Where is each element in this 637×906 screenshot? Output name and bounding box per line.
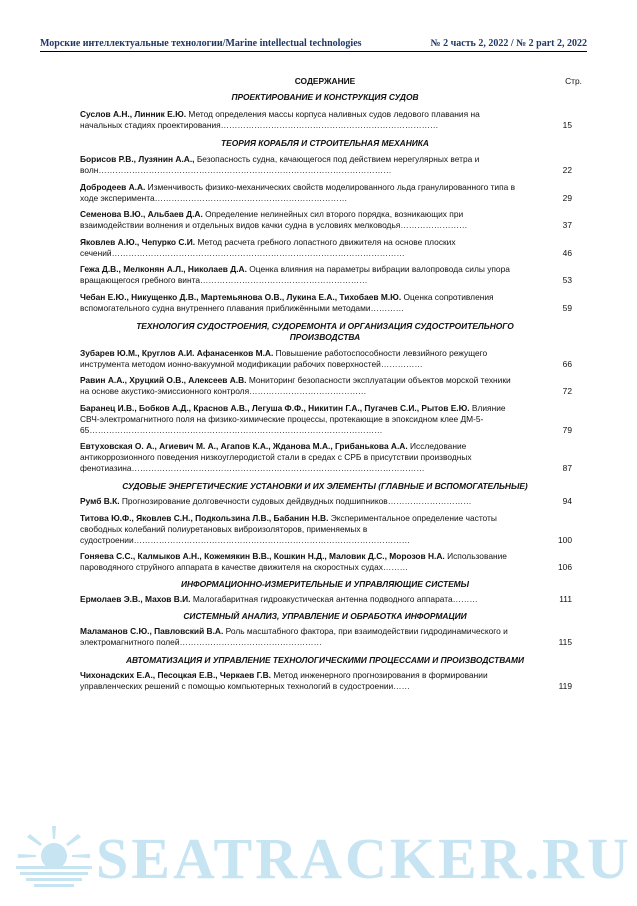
entry-authors: Равин А.А., Хруцкий О.В., Алексеев А.В. <box>80 375 247 385</box>
section-heading: ПРОЕКТИРОВАНИЕ И КОНСТРУКЦИЯ СУДОВ <box>231 92 419 102</box>
entry-title: Метод расчета гребного лопастного движителя на основе плоских сечений…………………………………………………………………………………………… <box>80 236 456 258</box>
toc-entry[interactable] <box>80 403 580 436</box>
toc-entry[interactable] <box>80 496 580 507</box>
entry-page: 100 <box>558 534 572 545</box>
entry-authors: Семенова В.Ю., Альбаев Д.А. <box>80 209 203 219</box>
toc-entry[interactable] <box>80 626 580 648</box>
entry-page: 119 <box>558 681 572 691</box>
entry-page: 46 <box>562 247 572 258</box>
entry-title: Использование пароводяного струйного аппарата в качестве движителя на скоростных судах……… <box>80 551 507 572</box>
toc-entry[interactable] <box>80 551 580 573</box>
entry-authors: Баранец И.В., Бобков А.Д., Краснов А.В., Легуша Ф.Ф., Никитин Г.А., Пугачев С.И., Рытов Е.Ю. <box>80 402 470 413</box>
entry-page: 59 <box>562 302 572 313</box>
entry-authors: Маламанов С.Ю., Павловский В.А. <box>80 626 224 636</box>
sun-over-sea-icon <box>8 822 100 894</box>
entry-authors: Румб В.К. <box>80 496 120 506</box>
journal-title: Морские интеллектуальные технологии/Marine intellectual technologies <box>40 38 362 49</box>
entry-title: Влияние СВЧ-электромагнитного поля на физико-химические процессы, протекающие в эпоксидном клее ДМ-5-65…………………………………………………………………………………………… <box>80 402 506 435</box>
entry-page: 15 <box>562 120 572 130</box>
toc-title: СОДЕРЖАНИЕ <box>294 76 356 86</box>
entry-page: 106 <box>558 562 572 572</box>
running-header <box>40 37 587 52</box>
toc-entry[interactable] <box>80 209 580 231</box>
entry-page: 79 <box>562 424 572 435</box>
toc-entry[interactable] <box>80 594 580 605</box>
toc-entry[interactable] <box>80 154 580 176</box>
entry-authors: Титова Ю.Ф., Яковлев С.Н., Подкользина Л.В., Бабанин Н.В. <box>80 512 329 523</box>
entry-authors: Чебан Е.Ю., Никущенко Д.В., Мартемьянова О.В., Лукина Е.А., Тихобаев М.Ю. <box>80 291 402 302</box>
toc-entry[interactable] <box>80 264 580 286</box>
section-heading: СИСТЕМНЫЙ АНАЛИЗ, УПРАВЛЕНИЕ И ОБРАБОТКА ИНФОРМАЦИИ <box>183 611 467 621</box>
entry-page: 37 <box>562 220 572 230</box>
toc-entry[interactable] <box>80 237 580 259</box>
section-heading: ИНФОРМАЦИОННО-ИЗМЕРИТЕЛЬНЫЕ И УПРАВЛЯЮЩИЕ СИСТЕМЫ <box>180 579 470 589</box>
entry-title: Экспериментальное определение частоты свободных колебаний полиуретановых виброизоляторов, применяемых в судостроении……………………………………………………………………………………… <box>80 512 497 545</box>
entry-title: Определение нелинейных сил второго порядка, возникающих при взаимодействии волнения и отдельных видов качки судна в условиях мелководья…………………… <box>80 209 468 230</box>
toc-entry[interactable] <box>80 670 580 692</box>
entry-title: Изменчивость физико-механических свойств моделированного льда гранулированного типа в ходе эксперимента…………………………………………………………… <box>80 181 516 203</box>
entry-title: Прогнозирование долговечности судовых дейдвудных подшипников………………………… <box>121 496 472 506</box>
section-heading: ТЕОРИЯ КОРАБЛЯ И СТРОИТЕЛЬНАЯ МЕХАНИКА <box>221 138 429 148</box>
entry-page: 53 <box>562 275 572 285</box>
entry-authors: Суслов А.Н., Линник Е.Ю. <box>80 109 187 119</box>
watermark-text: SEATRACKER.RU <box>96 826 632 891</box>
toc-entry[interactable] <box>80 109 580 131</box>
toc-entry[interactable] <box>80 292 580 314</box>
entry-page: 29 <box>562 192 572 203</box>
entry-title: Мониторинг безопасности эксплуатации объектов морской техники на основе акустико-эмиссионного контроля…………………………………… <box>80 375 511 396</box>
entry-title: Малогабаритная гидроакустическая антенна подводного аппарата……… <box>192 594 478 604</box>
toc-entry[interactable] <box>80 348 580 370</box>
entry-title: Метод определения массы корпуса наливных судов ледового плавания на начальных стадиях проектирования…………………………………………………………………… <box>80 109 480 130</box>
entry-authors: Яковлев А.Ю., Чепурко С.И. <box>80 236 196 247</box>
entry-title: Исследование антикоррозионного поведения низкоуглеродистой стали в средах с СРБ в присутствии производных фенотиазина…………………………………………………………………………………………… <box>80 441 472 473</box>
entry-title: Повышение работоспособности левзийного режущего инструмента методом ионно-вакуумной модификации рабочих поверхностей…………… <box>80 347 488 369</box>
toc-entry[interactable] <box>80 182 580 204</box>
entry-title: Метод инженерного прогнозирования в формировании управленческих решений с помощью компьютерных технологий в судостроении…… <box>80 670 488 691</box>
entry-authors: Ермолаев Э.В., Махов В.И. <box>80 594 191 604</box>
entry-page: 22 <box>562 165 572 175</box>
entry-authors: Зубарев Ю.М., Круглов А.И. Афанасенков М.А. <box>80 347 274 358</box>
toc-entry[interactable] <box>80 441 580 474</box>
toc-entry[interactable] <box>80 375 580 397</box>
entry-title: Оценка сопротивления вспомогательного судна внутреннего плавания приближёнными методами………… <box>80 291 494 313</box>
watermark-banner <box>0 812 637 906</box>
issue-number: № 2 часть 2, 2022 / № 2 part 2, 2022 <box>430 38 587 49</box>
table-of-contents <box>70 72 580 698</box>
entry-authors: Добродеев А.А. <box>80 181 146 192</box>
toc-heading-row <box>70 72 580 86</box>
page-column-label: Стр. <box>565 76 582 86</box>
section-heading: СУДОВЫЕ ЭНЕРГЕТИЧЕСКИЕ УСТАНОВКИ И ИХ ЭЛЕМЕНТЫ (ГЛАВНЫЕ И ВСПОМОГАТЕЛЬНЫЕ) <box>122 481 528 491</box>
entry-authors: Гежа Д.В., Мелконян А.Л., Николаев Д.А. <box>80 264 247 274</box>
entry-page: 94 <box>562 496 572 506</box>
section-heading: АВТОМАТИЗАЦИЯ И УПРАВЛЕНИЕ ТЕХНОЛОГИЧЕСКИМИ ПРОЦЕССАМИ И ПРОИЗВОДСТВАМИ <box>125 655 525 665</box>
entry-title: Безопасность судна, качающегося под действием нерегулярных ветра и волн…………………………………………………………………………………………… <box>80 154 480 175</box>
entry-authors: Евтуховская О. А., Агиевич М. А., Агапов К.А., Жданова М.А., Грибанькова А.А. <box>80 441 408 451</box>
entry-page: 72 <box>562 386 572 396</box>
toc-entry[interactable] <box>80 513 580 546</box>
entry-page: 87 <box>562 463 572 473</box>
entry-authors: Гоняева С.С., Калмыков А.Н., Кожемякин В.В., Кошкин Н.Д., Маловик Д.С., Морозов Н.А. <box>80 551 445 561</box>
entry-title: Оценка влияния на параметры вибрации валопровода силы упора вращающегося гребного винта…………………………………………………… <box>80 264 510 285</box>
entry-title: Роль масштабного фактора, при взаимодействии гидродинамического и электромагнитного полей…………………………………………… <box>80 626 508 647</box>
entry-page: 66 <box>562 358 572 369</box>
entry-page: 111 <box>559 594 572 604</box>
section-heading: ТЕХНОЛОГИЯ СУДОСТРОЕНИЯ, СУДОРЕМОНТА И ОРГАНИЗАЦИЯ СУДОСТРОИТЕЛЬНОГО ПРОИЗВОДСТВА <box>136 320 514 342</box>
entry-page: 115 <box>558 637 572 647</box>
entry-authors: Борисов Р.В., Лузянин А.А., <box>80 154 195 164</box>
entry-authors: Чихонадских Е.А., Песоцкая Е.В., Черкаев Г.В. <box>80 670 271 680</box>
